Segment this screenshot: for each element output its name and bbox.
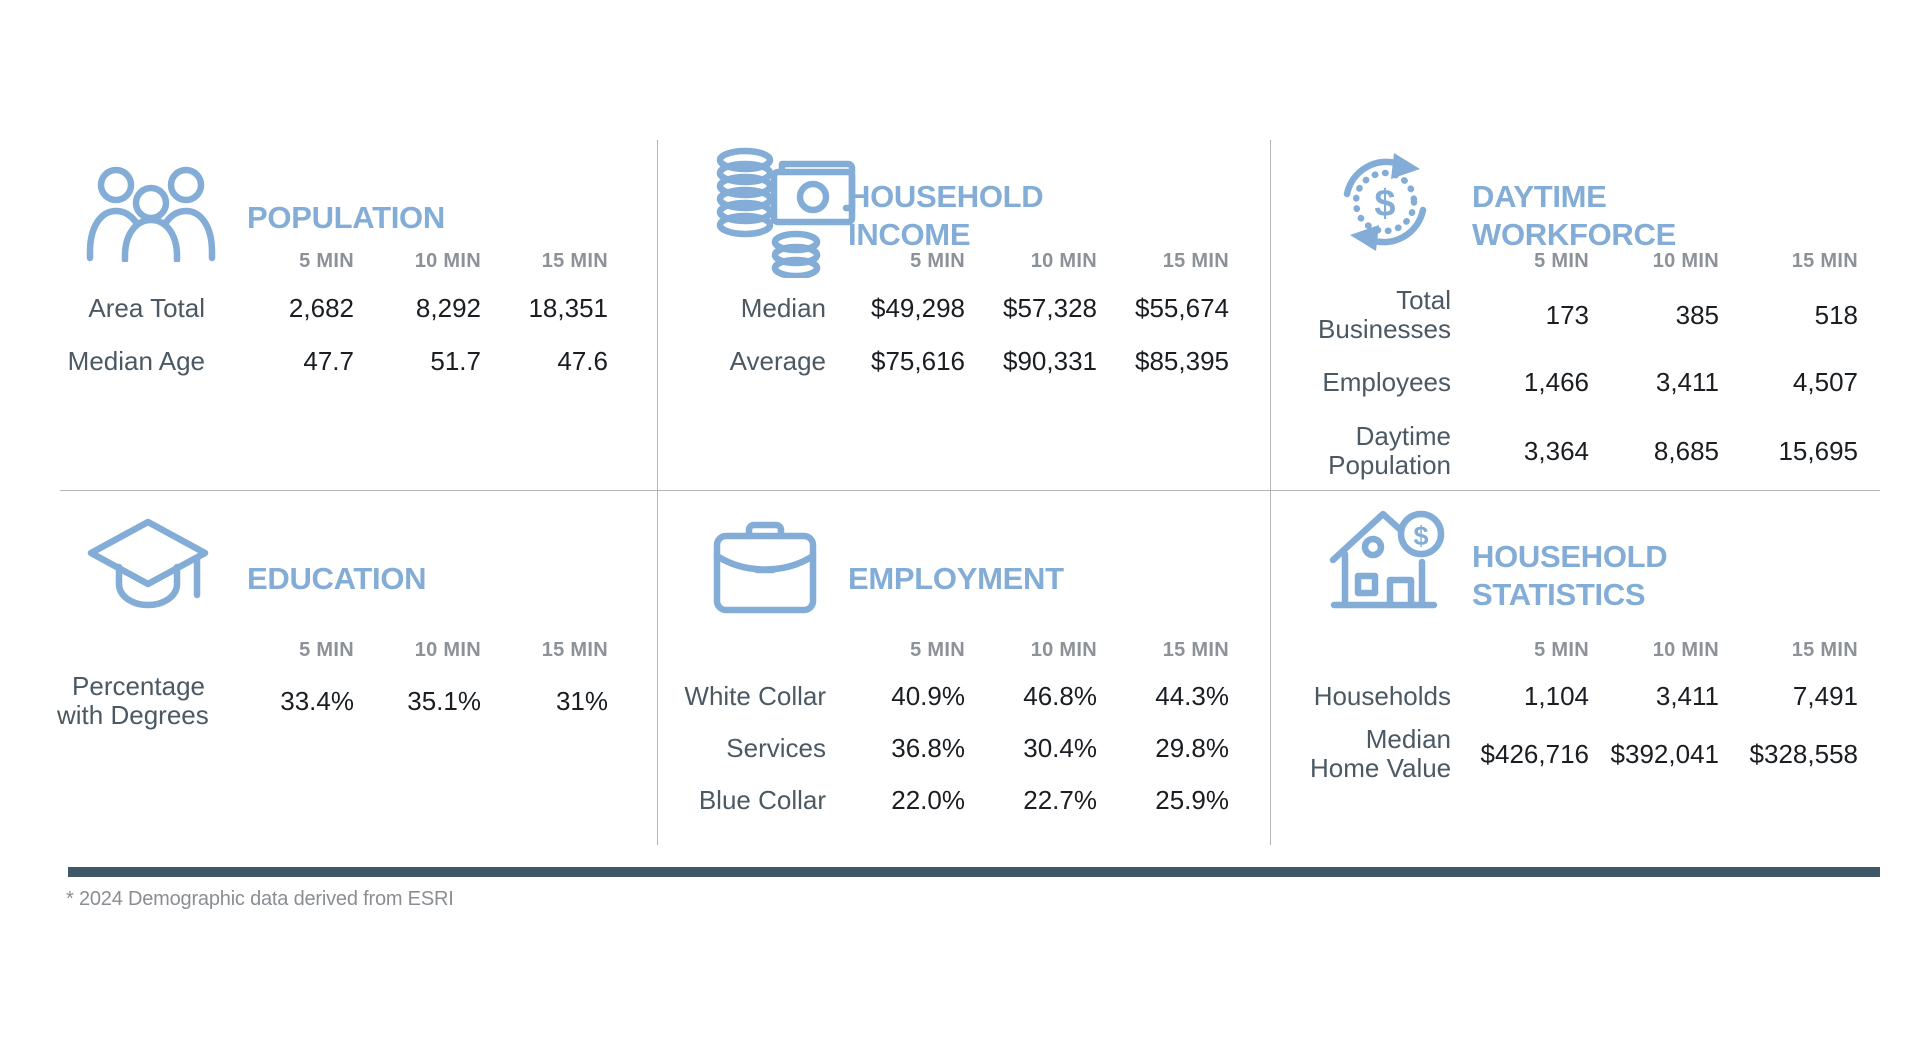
table-row [57,335,608,388]
value-cell: 46.8% [1023,680,1097,711]
table-row [1310,722,1858,786]
value-cell: 51.7 [430,346,481,376]
value-cell: 35.1% [407,685,481,716]
table-row [668,335,1229,388]
column-header-spacer [1310,630,1451,670]
row-label: Total Businesses [1318,285,1451,344]
value-cell: 36.8% [891,732,965,763]
column-header: 15 MIN [1162,638,1229,661]
value-cell: 7,491 [1792,680,1858,711]
row-label: Area Total [88,293,205,323]
value-cell: 18,351 [528,293,608,323]
column-header: 15 MIN [1162,249,1229,272]
vertical-divider-left [657,140,658,845]
value-cell: 3,411 [1655,680,1719,711]
briefcase-icon [710,512,820,616]
value-cell: 2,682 [288,293,354,323]
value-cell: 3,364 [1523,435,1589,466]
value-cell: 29.8% [1155,732,1229,763]
panel-title [247,560,426,598]
panel-title [247,199,445,237]
footer-accent-bar [68,867,1880,877]
column-header: 5 MIN [299,249,354,272]
row-label: Services [726,732,826,763]
stats-table [57,240,608,388]
column-header-row [57,240,608,282]
column-header: 15 MIN [1791,638,1858,661]
value-cell: $49,298 [871,293,965,323]
value-cell: 31% [555,685,608,716]
value-cell: $328,558 [1749,738,1858,769]
title-line: POPULATION [247,199,445,235]
value-cell: 25.9% [1155,784,1229,815]
table-row [668,774,1229,826]
stats-table [668,240,1229,388]
column-header-spacer [57,240,205,282]
value-cell: 40.9% [891,680,965,711]
column-header-row [1310,630,1858,670]
panel-household-income [700,140,1280,495]
title-line: STATISTICS [1472,576,1646,612]
value-cell: $55,674 [1135,293,1229,323]
column-header-spacer [668,240,826,282]
title-line: WORKFORCE [1472,216,1676,252]
table-row [668,282,1229,335]
row-label: Households [1313,680,1451,711]
cycle-dollar-icon [1333,150,1437,254]
value-cell: 4,507 [1792,366,1858,397]
value-cell: 22.0% [891,784,965,815]
title-line: EMPLOYMENT [848,560,1064,596]
value-cell: 15,695 [1778,435,1858,466]
panel-title [848,560,1064,598]
stats-table [668,630,1229,826]
row-label: Median Age [67,346,205,376]
column-header: 5 MIN [910,638,965,661]
column-header: 10 MIN [1030,249,1097,272]
stats-table [1310,240,1858,486]
table-row [57,282,608,335]
value-cell: $85,395 [1135,346,1229,376]
value-cell: $90,331 [1003,346,1097,376]
title-line: INCOME [848,216,971,252]
column-header: 15 MIN [541,249,608,272]
row-label: Median Home Value [1310,724,1452,783]
table-row [668,670,1229,722]
row-label: Percentage with Degrees [57,671,209,730]
column-header: 5 MIN [1534,638,1589,661]
column-header-spacer [1310,240,1451,282]
panel-employment [684,500,1280,855]
title-line: HOUSEHOLD [1472,538,1668,574]
value-cell: $57,328 [1003,293,1097,323]
column-header-spacer [668,630,826,670]
column-header-row [668,240,1229,282]
column-header: 15 MIN [1791,249,1858,272]
column-header-row [57,630,608,670]
panel-population [57,140,637,495]
table-row [1310,670,1858,722]
column-header: 5 MIN [299,638,354,661]
column-header-row [668,630,1229,670]
value-cell: $426,716 [1480,738,1589,769]
value-cell: 173 [1545,299,1589,330]
graduation-cap-icon [85,516,211,614]
column-header: 10 MIN [414,249,481,272]
value-cell: 518 [1814,299,1858,330]
column-header-row [1310,240,1858,282]
value-cell: 47.6 [557,346,608,376]
footnote-source-text: * 2024 Demographic data derived from ESRI [66,888,454,910]
column-header-spacer [57,630,205,670]
column-header: 5 MIN [910,249,965,272]
value-cell: 8,685 [1653,435,1719,466]
value-cell: 1,466 [1523,366,1589,397]
house-dollar-icon [1328,505,1448,617]
panel-household-statistics [1310,500,1890,855]
table-row [668,722,1229,774]
panel-title [1472,538,1667,614]
column-header: 10 MIN [414,638,481,661]
row-label: Average [729,346,826,376]
table-row [57,670,608,732]
panel-daytime-workforce [1310,140,1890,495]
row-label: Blue Collar [698,784,826,815]
stats-table [57,630,608,732]
value-cell: 1,104 [1523,680,1589,711]
value-cell: 385 [1675,299,1719,330]
value-cell: 33.4% [280,685,354,716]
value-cell: $75,616 [871,346,965,376]
row-label: Daytime Population [1328,421,1451,480]
value-cell: 8,292 [415,293,481,323]
title-line: EDUCATION [247,560,427,596]
table-row [1310,282,1858,348]
panel-education [57,500,637,855]
title-line: DAYTIME [1472,178,1607,214]
column-header: 10 MIN [1030,638,1097,661]
value-cell: 3,411 [1655,366,1719,397]
table-row [1310,416,1858,486]
value-cell: 47.7 [303,346,354,376]
svg-text:$: $ [1413,521,1429,551]
row-label: Employees [1322,366,1451,397]
column-header: 10 MIN [1652,638,1719,661]
column-header: 5 MIN [1534,249,1589,272]
row-label: Median [740,293,826,323]
value-cell: 22.7% [1023,784,1097,815]
value-cell: $392,041 [1610,738,1719,769]
value-cell: 30.4% [1023,732,1097,763]
row-label: White Collar [684,680,826,711]
title-line: HOUSEHOLD [848,178,1044,214]
value-cell: 44.3% [1155,680,1229,711]
stats-table [1310,630,1858,786]
column-header: 10 MIN [1652,249,1719,272]
svg-text:$: $ [1374,183,1396,225]
column-header: 15 MIN [541,638,608,661]
table-row [1310,348,1858,416]
